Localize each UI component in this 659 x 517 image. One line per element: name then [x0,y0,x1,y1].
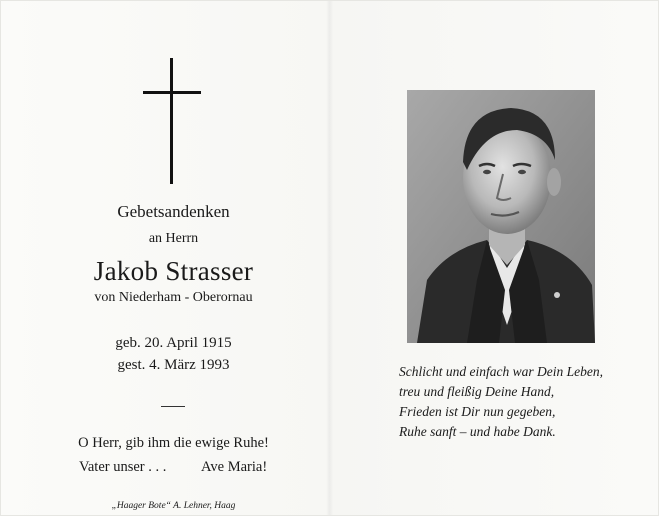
poem [399,362,603,442]
poem-line: Schlicht und einfach war Dein Leben, [399,364,603,379]
origin: von Niederham - Oberornau [94,290,253,305]
poem-line: treu und fleißig Deine Hand, [399,384,555,399]
prayer-line-1: O Herr, gib ihm die ewige Ruhe! [78,435,269,451]
heading: Gebetsandenken [117,202,230,221]
death-date: gest. 4. März 1993 [117,357,230,373]
prayer-line-2a: Vater unser . . . [79,459,167,475]
deceased-name: Jakob Strasser [93,256,254,286]
portrait-photo [407,90,595,343]
cross-icon [143,58,201,184]
printer-credit: „Haager Bote“ A. Lehner, Haag [111,501,236,511]
birth-date: geb. 20. April 1915 [115,335,232,351]
left-panel [1,1,331,517]
poem-line: Frieden ist Dir nun gegeben, [399,404,556,419]
divider [161,406,185,407]
prayer-line-2b: Ave Maria! [201,459,268,475]
salutation: an Herrn [148,231,199,246]
poem-line: Ruhe sanft – und habe Dank. [399,424,556,439]
